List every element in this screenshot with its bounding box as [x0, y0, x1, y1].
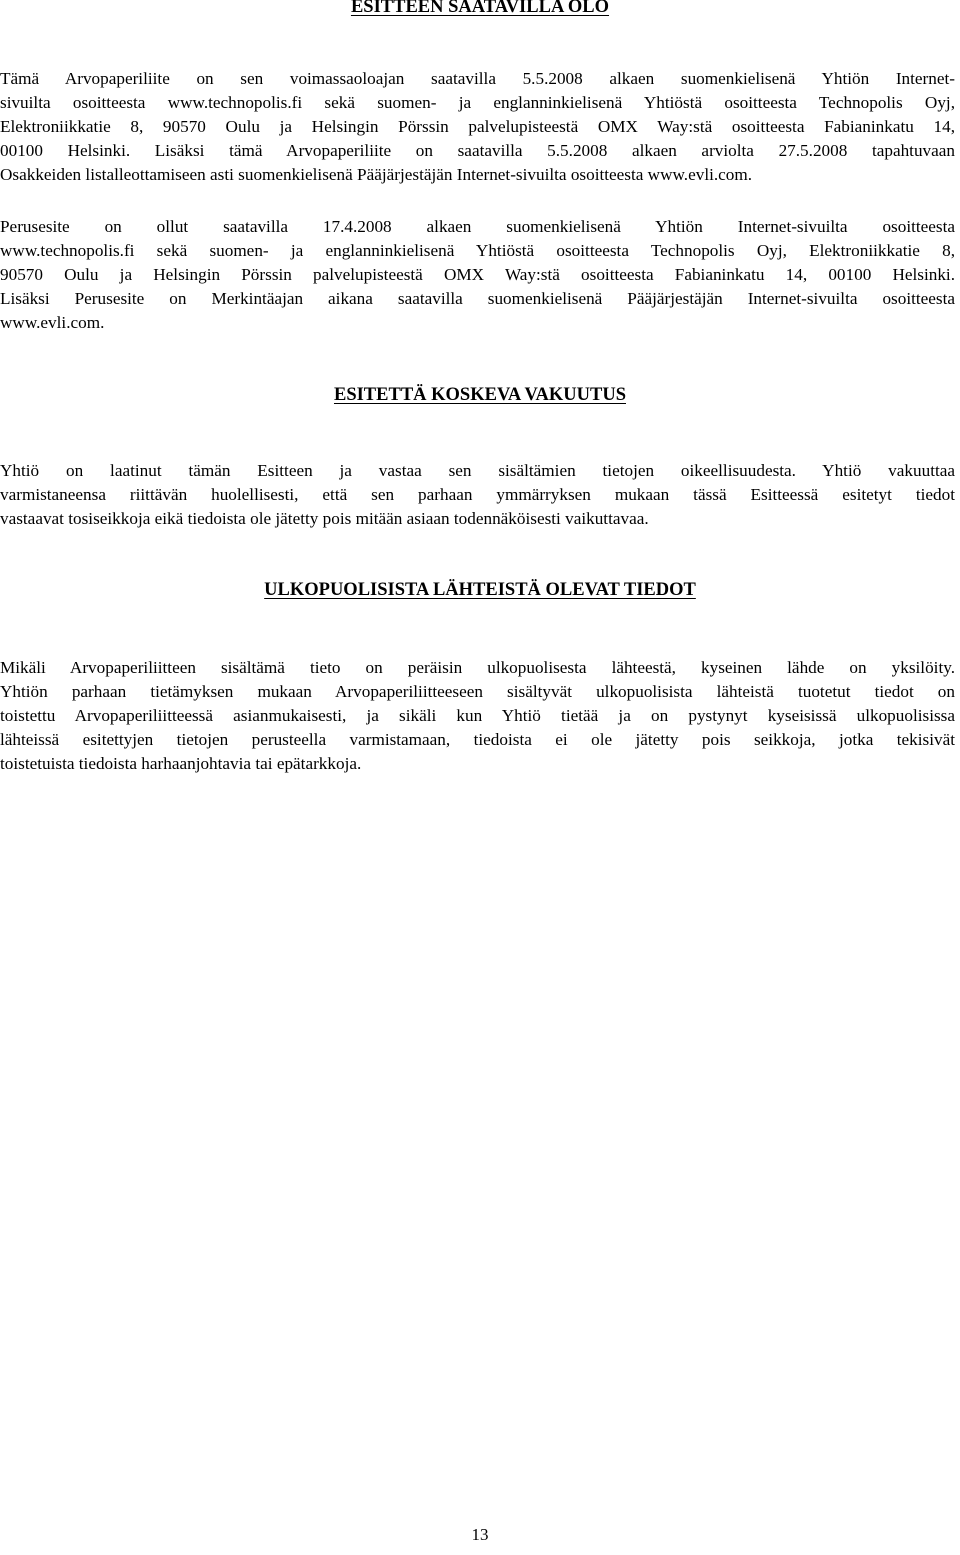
text-line: Tämä Arvopaperiliite on sen voimassaoloajan saatavilla 5.5.2008 alkaen suomenkielisenä Yhtiön Internet- [0, 69, 955, 88]
page-number: 13 [471, 1525, 489, 1544]
text-line: Mikäli Arvopaperiliitteen sisältämä tieto on peräisin ulkopuolisesta lähteestä, kyseinen lähde on yksilöity. [0, 658, 955, 677]
text-line: Lisäksi Perusesite on Merkintäajan aikana saatavilla suomenkielisenä Pääjärjestäjän Internet-sivuilta osoitteesta [0, 289, 955, 308]
text-line: www.technopolis.fi sekä suomen- ja englanninkielisenä Yhtiöstä osoitteesta Technopolis Oyj, Elektroniikkatie 8, [0, 241, 955, 260]
text-line: 00100 Helsinki. Lisäksi tämä Arvopaperiliite on saatavilla 5.5.2008 alkaen arviolta 27.5.2008 tapahtuvaan [0, 141, 955, 160]
text-line: Osakkeiden listalleottamiseen asti suomenkielisenä Pääjärjestäjän Internet-sivuilta osoitteesta www.evli.com. [0, 165, 753, 184]
heading-third-party-information: ULKOPUOLISISTA LÄHTEISTÄ OLEVAT TIEDOT [264, 580, 696, 600]
text-line: toistetuista tiedoista harhaanjohtavia tai epätarkkoja. [0, 754, 362, 773]
text-line: Perusesite on ollut saatavilla 17.4.2008 alkaen suomenkielisenä Yhtiön Internet-sivuilta osoitteesta [0, 217, 955, 236]
text-line: vastaavat tosiseikkoja eikä tiedoista ole jätetty pois mitään asiaan todennäköisesti vaikuttavaa. [0, 509, 649, 528]
text-line: Yhtiö on laatinut tämän Esitteen ja vastaa sen sisältämien tietojen oikeellisuudesta. Yhtiö vakuuttaa [0, 461, 955, 480]
text-line: toistettu Arvopaperiliitteessä asianmukaisesti, ja sikäli kun Yhtiö tietää ja on pystynyt kyseisissä ulkopuolisissa [0, 706, 955, 725]
paragraph-statement [0, 459, 955, 531]
text-line: Elektroniikkatie 8, 90570 Oulu ja Helsingin Pörssin palvelupisteestä OMX Way:stä osoitteesta Fabianinkatu 14, [0, 117, 955, 136]
text-line: sivuilta osoitteesta www.technopolis.fi sekä suomen- ja englanninkielisenä Yhtiöstä osoitteesta Technopolis Oyj, [0, 93, 955, 112]
text-line: Yhtiön parhaan tietämyksen mukaan Arvopaperiliitteeseen sisältyvät ulkopuolisista lähteistä tuotetut tiedot on [0, 682, 955, 701]
heading-availability: ESITTEEN SAATAVILLA OLO [350, 0, 610, 17]
text-line: 90570 Oulu ja Helsingin Pörssin palvelupisteestä OMX Way:stä osoitteesta Fabianinkatu 14, 00100 Helsinki. [0, 265, 955, 284]
paragraph-availability-prospectus-supplement [0, 67, 955, 187]
paragraph-third-party-information [0, 656, 955, 776]
text-line: lähteissä esitettyjen tietojen perusteella varmistamaan, tiedoista ei ole jätetty pois seikkoja, jotka tekisivät [0, 730, 955, 749]
heading-statement: ESITETTÄ KOSKEVA VAKUUTUS [333, 385, 626, 405]
text-line: varmistaneensa riittävän huolellisesti, että sen parhaan ymmärryksen mukaan tässä Esitteessä esitetyt tiedot [0, 485, 955, 504]
paragraph-availability-base-prospectus [0, 215, 955, 335]
text-line: www.evli.com. [0, 313, 105, 332]
